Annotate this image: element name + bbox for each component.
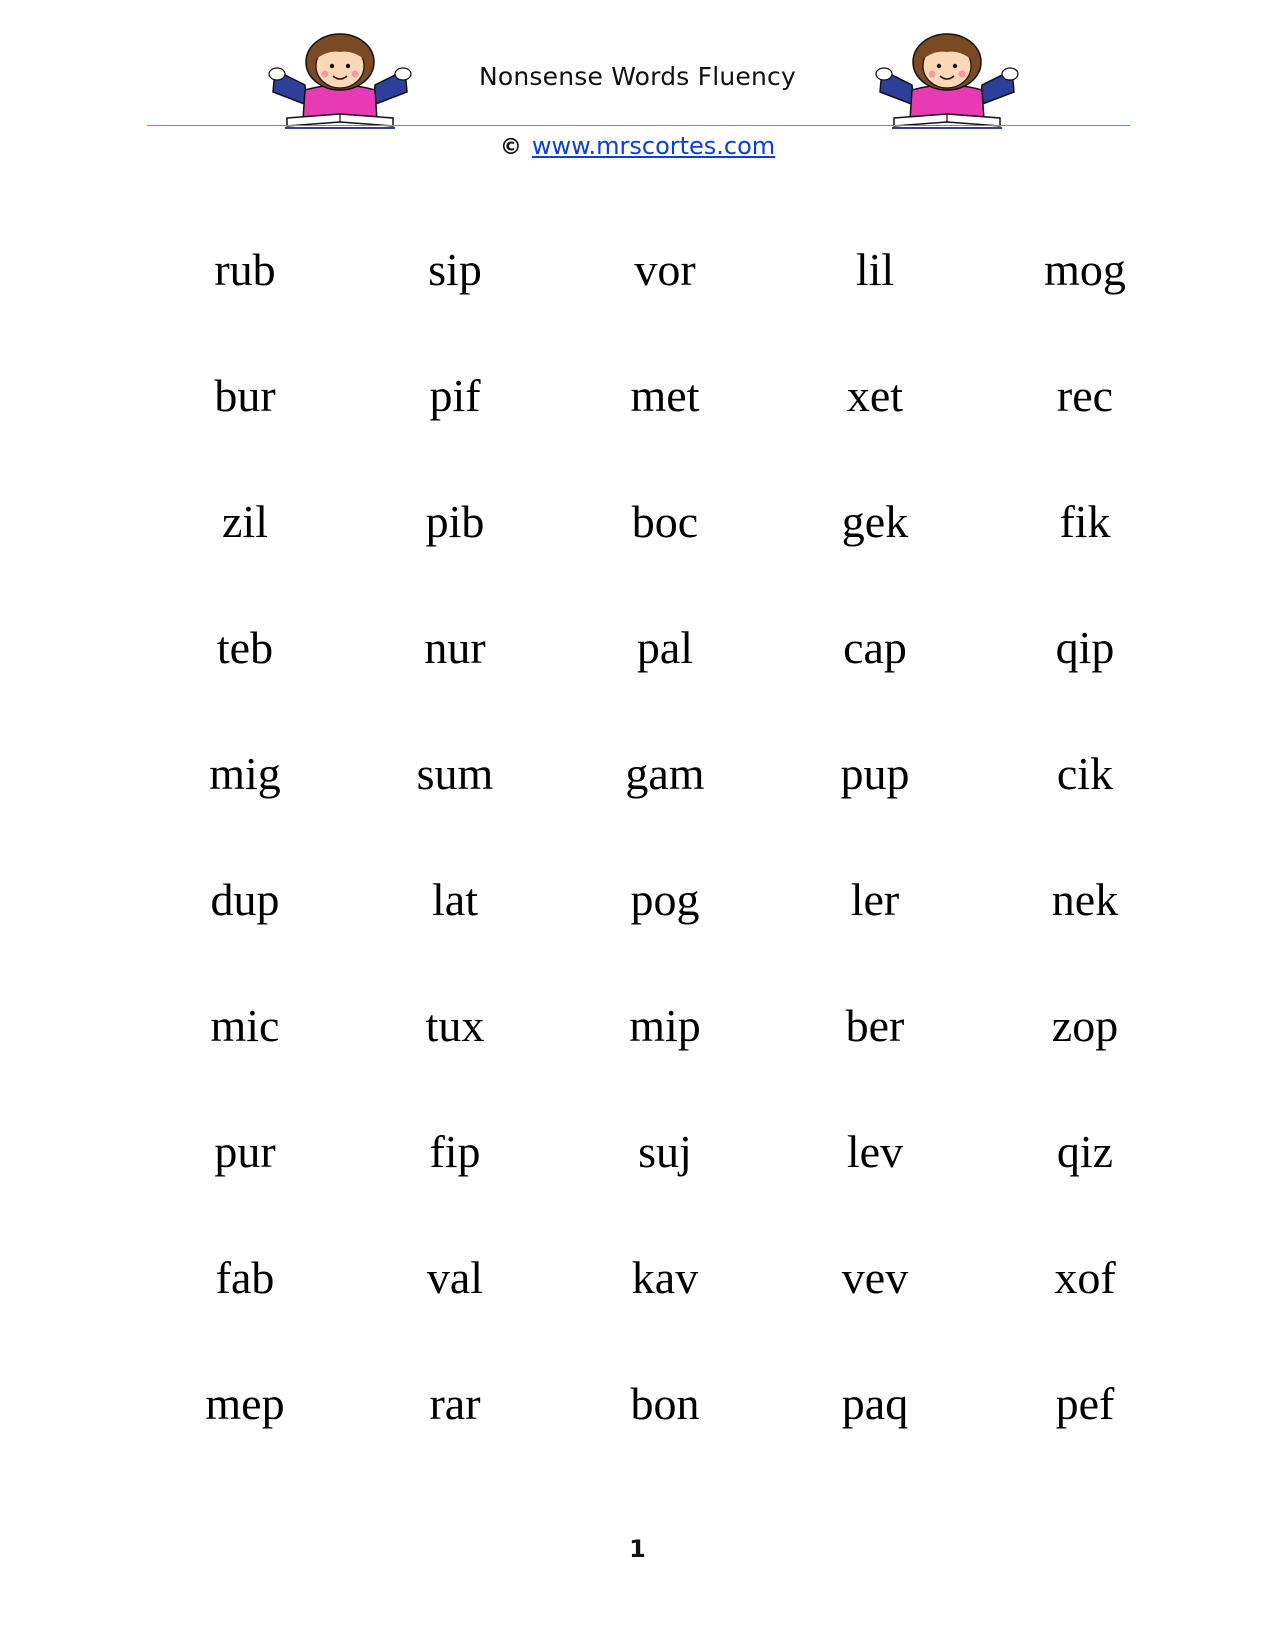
nonsense-word: xet xyxy=(846,370,904,421)
nonsense-word: pib xyxy=(425,496,485,547)
nonsense-word: bur xyxy=(214,370,276,421)
nonsense-word: rec xyxy=(1056,370,1114,421)
nonsense-word: fab xyxy=(215,1252,275,1303)
nonsense-word: ber xyxy=(845,1000,905,1051)
nonsense-word: qip xyxy=(1055,622,1115,673)
nonsense-word: zil xyxy=(222,496,268,547)
copyright-symbol: © xyxy=(499,135,522,160)
nonsense-word: sip xyxy=(428,244,482,295)
nonsense-word: nek xyxy=(1051,874,1119,925)
nonsense-word: mep xyxy=(205,1378,285,1429)
nonsense-word: vor xyxy=(634,244,696,295)
nonsense-word: pup xyxy=(840,748,910,799)
nonsense-word: lev xyxy=(846,1126,904,1177)
nonsense-word: ler xyxy=(850,874,900,925)
nonsense-word: mog xyxy=(1044,244,1126,295)
nonsense-word: rar xyxy=(429,1378,481,1429)
nonsense-word: fip xyxy=(429,1126,481,1177)
nonsense-word: boc xyxy=(631,496,699,547)
nonsense-word: suj xyxy=(638,1126,692,1177)
nonsense-word: pif xyxy=(429,370,481,421)
nonsense-word: zop xyxy=(1051,1000,1119,1051)
nonsense-word: nur xyxy=(424,622,486,673)
nonsense-word: tux xyxy=(425,1000,485,1051)
nonsense-word: paq xyxy=(841,1378,909,1429)
nonsense-word: gam xyxy=(625,748,705,799)
nonsense-word: qiz xyxy=(1056,1126,1114,1177)
nonsense-word: val xyxy=(426,1252,484,1303)
page-title: Nonsense Words Fluency xyxy=(478,62,796,91)
website-link[interactable]: www.mrscortes.com xyxy=(531,132,776,160)
nonsense-word: met xyxy=(630,370,700,421)
page-number: 1 xyxy=(629,1535,646,1563)
header-divider xyxy=(147,125,1130,126)
word-grid xyxy=(140,220,1190,1480)
girl-reading-book-icon xyxy=(872,30,1022,130)
nonsense-word: bon xyxy=(630,1378,700,1429)
nonsense-word: dup xyxy=(210,874,280,925)
nonsense-word: lat xyxy=(432,874,478,925)
nonsense-word: xof xyxy=(1054,1252,1116,1303)
nonsense-word: fik xyxy=(1059,496,1111,547)
nonsense-word: mip xyxy=(629,1000,701,1051)
nonsense-word: kav xyxy=(631,1252,699,1303)
nonsense-word: pur xyxy=(214,1126,276,1177)
nonsense-word: mic xyxy=(210,1000,280,1051)
nonsense-word: vev xyxy=(841,1252,909,1303)
nonsense-word: mig xyxy=(209,748,281,799)
nonsense-word: sum xyxy=(416,748,494,799)
nonsense-word: teb xyxy=(216,622,274,673)
nonsense-word: pog xyxy=(630,874,700,925)
nonsense-word: pef xyxy=(1055,1378,1115,1429)
nonsense-word: cap xyxy=(843,622,907,673)
nonsense-word: rub xyxy=(214,244,276,295)
nonsense-word: cik xyxy=(1056,748,1114,799)
nonsense-word: gek xyxy=(841,496,909,547)
copyright-line xyxy=(0,132,1275,160)
nonsense-word: pal xyxy=(636,622,694,673)
nonsense-word: lil xyxy=(855,244,895,295)
